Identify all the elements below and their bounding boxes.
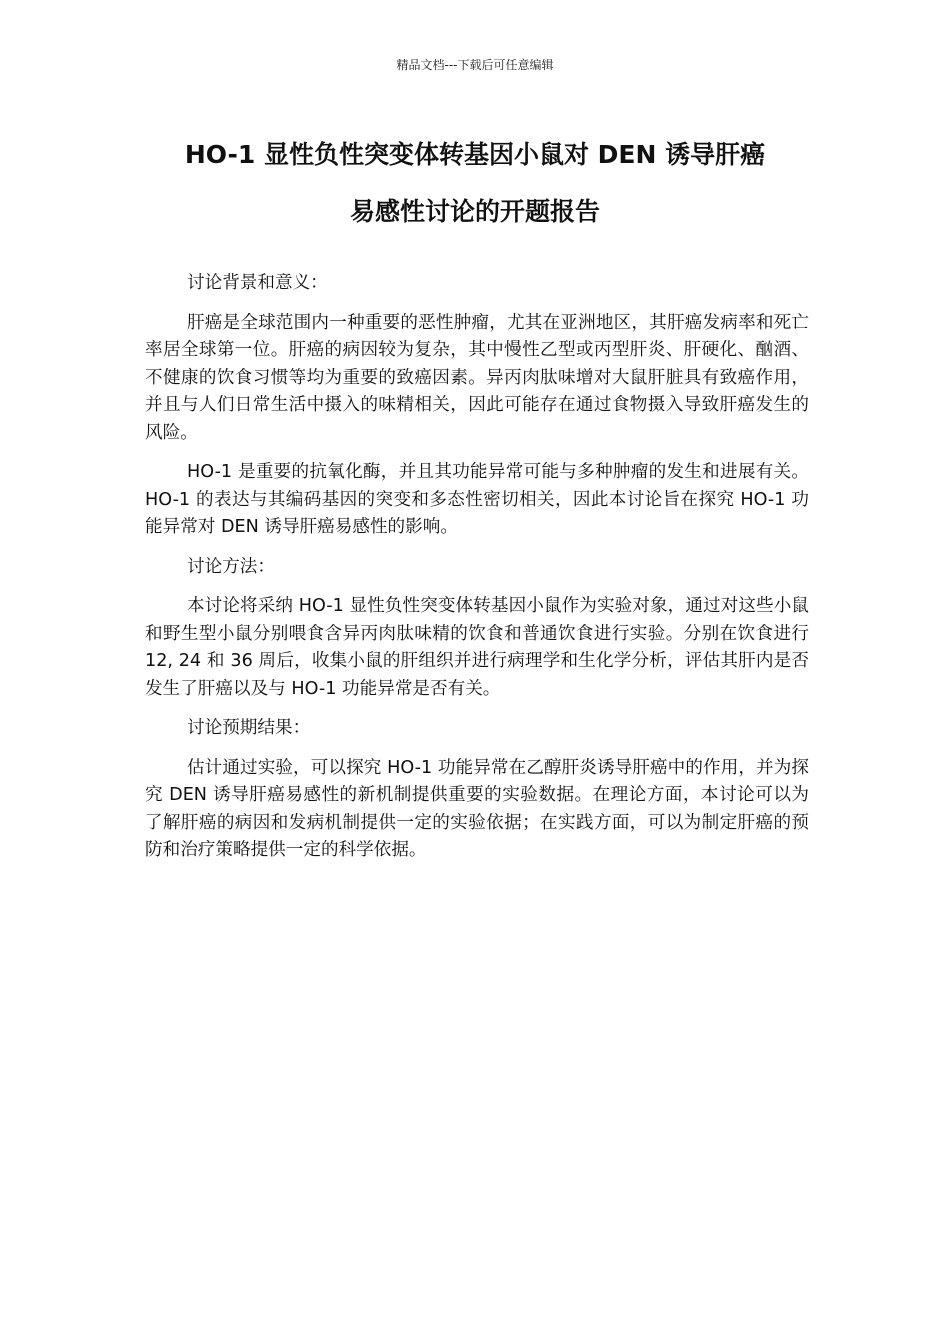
title-line-1: HO-1 显性负性突变体转基因小鼠对 DEN 诱导肝癌	[184, 140, 766, 169]
paragraph-background-2: HO-1 是重要的抗氧化酶，并且其功能异常可能与多种肿瘤的发生和进展有关。HO-1 的表达与其编码基因的突变和多态性密切相关，因此本讨论旨在探究 HO-1 功能异常对 DEN 诱导肝癌易感性的影响。	[145, 462, 809, 537]
section-heading-method: 讨论方法：	[187, 556, 275, 577]
section-heading-background: 讨论背景和意义：	[187, 273, 328, 293]
paragraph-background-1: 肝癌是全球范围内一种重要的恶性肿瘤，尤其在亚洲地区，其肝癌发病率和死亡率居全球第一位。肝癌的病因较为复杂，其中慢性乙型或丙型肝炎、肝硬化、酗酒、不健康的饮食习惯等均为重要的致癌因素。异丙肉肽味增对大鼠肝脏具有致癌作用，并且与人们日常生活中摄入的味精相关，因此可能存在通过食物摄入导致肝癌发生的风险。	[145, 312, 809, 443]
paragraph-method-1: 本讨论将采纳 HO-1 显性负性突变体转基因小鼠作为实验对象，通过对这些小鼠和野生型小鼠分别喂食含异丙肉肽味精的饮食和普通饮食进行实验。分别在饮食进行 12, 24 和 36 周后，收集小鼠的肝组织并进行病理学和生化学分析，评估其肝内是否发生了肝癌以及与 HO-1 功能异常是否有关。	[145, 596, 809, 699]
document-body	[145, 270, 809, 877]
section-heading-result: 讨论预期结果：	[187, 718, 311, 738]
paragraph-result-1: 估计通过实验，可以探究 HO-1 功能异常在乙醇肝炎诱导肝癌中的作用，并为探究 DEN 诱导肝癌易感性的新机制提供重要的实验数据。在理论方面，本讨论可以为了解肝癌的病因和发病机制提供一定的实验依据；在实践方面，可以为制定肝癌的预防和治疗策略提供一定的科学依据。	[145, 757, 809, 860]
title-line-2: 易感性讨论的开题报告	[349, 197, 600, 226]
header-note: 精品文档---下载后可任意编辑	[396, 58, 554, 72]
